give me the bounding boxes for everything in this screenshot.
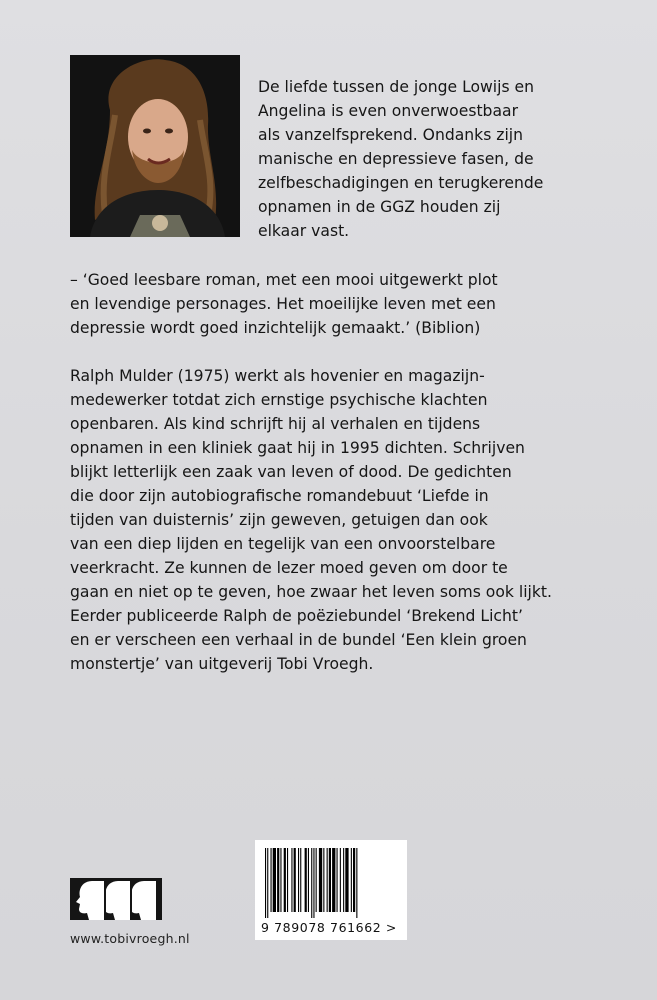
review-quote (70, 268, 630, 340)
barcode-bar (291, 848, 292, 912)
barcode-bar (332, 848, 335, 912)
bio-line: veerkracht. Ze kunnen de lezer moed geven om door te (70, 559, 508, 577)
barcode-bar (327, 848, 328, 912)
review-line: depressie wordt goed inzichtelijk gemaakt.’ (Biblion) (70, 319, 481, 337)
barcode-bar (305, 848, 307, 912)
barcode-bar (277, 848, 279, 912)
barcode-bar (280, 848, 281, 912)
barcode-bar (356, 848, 357, 918)
bio-line: Eerder publiceerde Ralph de poëziebundel ‘Brekend Licht’ (70, 607, 523, 625)
author-portrait-image (70, 55, 240, 237)
blurb-line: elkaar vast. (258, 222, 350, 240)
bio-line: opnamen in een kliniek gaat hij in 1995 dichten. Schrijven (70, 439, 525, 457)
barcode-bar (316, 848, 317, 912)
blurb-line: De liefde tussen de jonge Lowijs en (258, 78, 535, 96)
barcode-bar (284, 848, 286, 912)
barcode-bar (345, 848, 348, 912)
barcode-bar (300, 848, 301, 912)
bio-line: en er verscheen een verhaal in de bundel ‘Een klein groen (70, 631, 527, 649)
review-line: en levendige personages. Het moeilijke leven met een (70, 295, 496, 313)
barcode-bar (298, 848, 299, 912)
barcode-bar (308, 848, 309, 912)
barcode-bar (351, 848, 352, 912)
bio-line: tijden van duisternis’ zijn geweven, getuigen dan ook (70, 511, 488, 529)
review-line: – ‘Goed leesbare roman, met een mooi uitgewerkt plot (70, 271, 498, 289)
barcode-bar (271, 848, 272, 912)
barcode-bar (287, 848, 288, 912)
bio-line: gaan en niet op te geven, hoe zwaar het leven soms ook lijkt. (70, 583, 552, 601)
publisher-logo-icon (70, 878, 162, 920)
blurb-line: zelfbeschadigingen en terugkerende (258, 174, 544, 192)
isbn-barcode (255, 840, 407, 940)
bio-line: medewerker totdat zich ernstige psychische klachten (70, 391, 488, 409)
barcode-bar (319, 848, 322, 912)
bio-line: blijkt letterlijk een zaak van leven of dood. De gedichten (70, 463, 512, 481)
author-photo (70, 55, 240, 237)
barcode-bars (265, 848, 397, 918)
barcode-bar (294, 848, 296, 912)
barcode-bar (273, 848, 276, 912)
bio-line: monstertje’ van uitgeverij Tobi Vroegh. (70, 655, 374, 673)
three-faces-silhouette-logo (70, 878, 162, 920)
barcode-bar (323, 848, 324, 912)
barcode-bar (353, 848, 355, 912)
barcode-bar (340, 848, 341, 912)
barcode-bar (337, 848, 338, 912)
barcode-bar (311, 848, 312, 918)
author-bio (70, 364, 640, 676)
isbn-number: 9 789078 761662 > (261, 920, 397, 935)
bio-line: openbaren. Als kind schrijft hij al verhalen en tijdens (70, 415, 481, 433)
blurb-line: als vanzelfsprekend. Ondanks zijn (258, 126, 524, 144)
blurb-line: opnamen in de GGZ houden zij (258, 198, 501, 216)
barcode-bar (265, 848, 266, 918)
barcode-bar (267, 848, 268, 918)
bio-line: die door zijn autobiografische romandebuut ‘Liefde in (70, 487, 489, 505)
publisher-website: www.tobivroegh.nl (70, 931, 190, 946)
barcode-bar (329, 848, 331, 912)
barcode-bar (343, 848, 344, 912)
book-blurb (258, 75, 638, 243)
blurb-line: Angelina is even onverwoestbaar (258, 102, 518, 120)
blurb-line: manische en depressieve fasen, de (258, 150, 534, 168)
barcode-bar (313, 848, 314, 918)
bio-line: Ralph Mulder (1975) werkt als hovenier en magazijn- (70, 367, 485, 385)
bio-line: van een diep lijden en tegelijk van een onvoorstelbare (70, 535, 496, 553)
